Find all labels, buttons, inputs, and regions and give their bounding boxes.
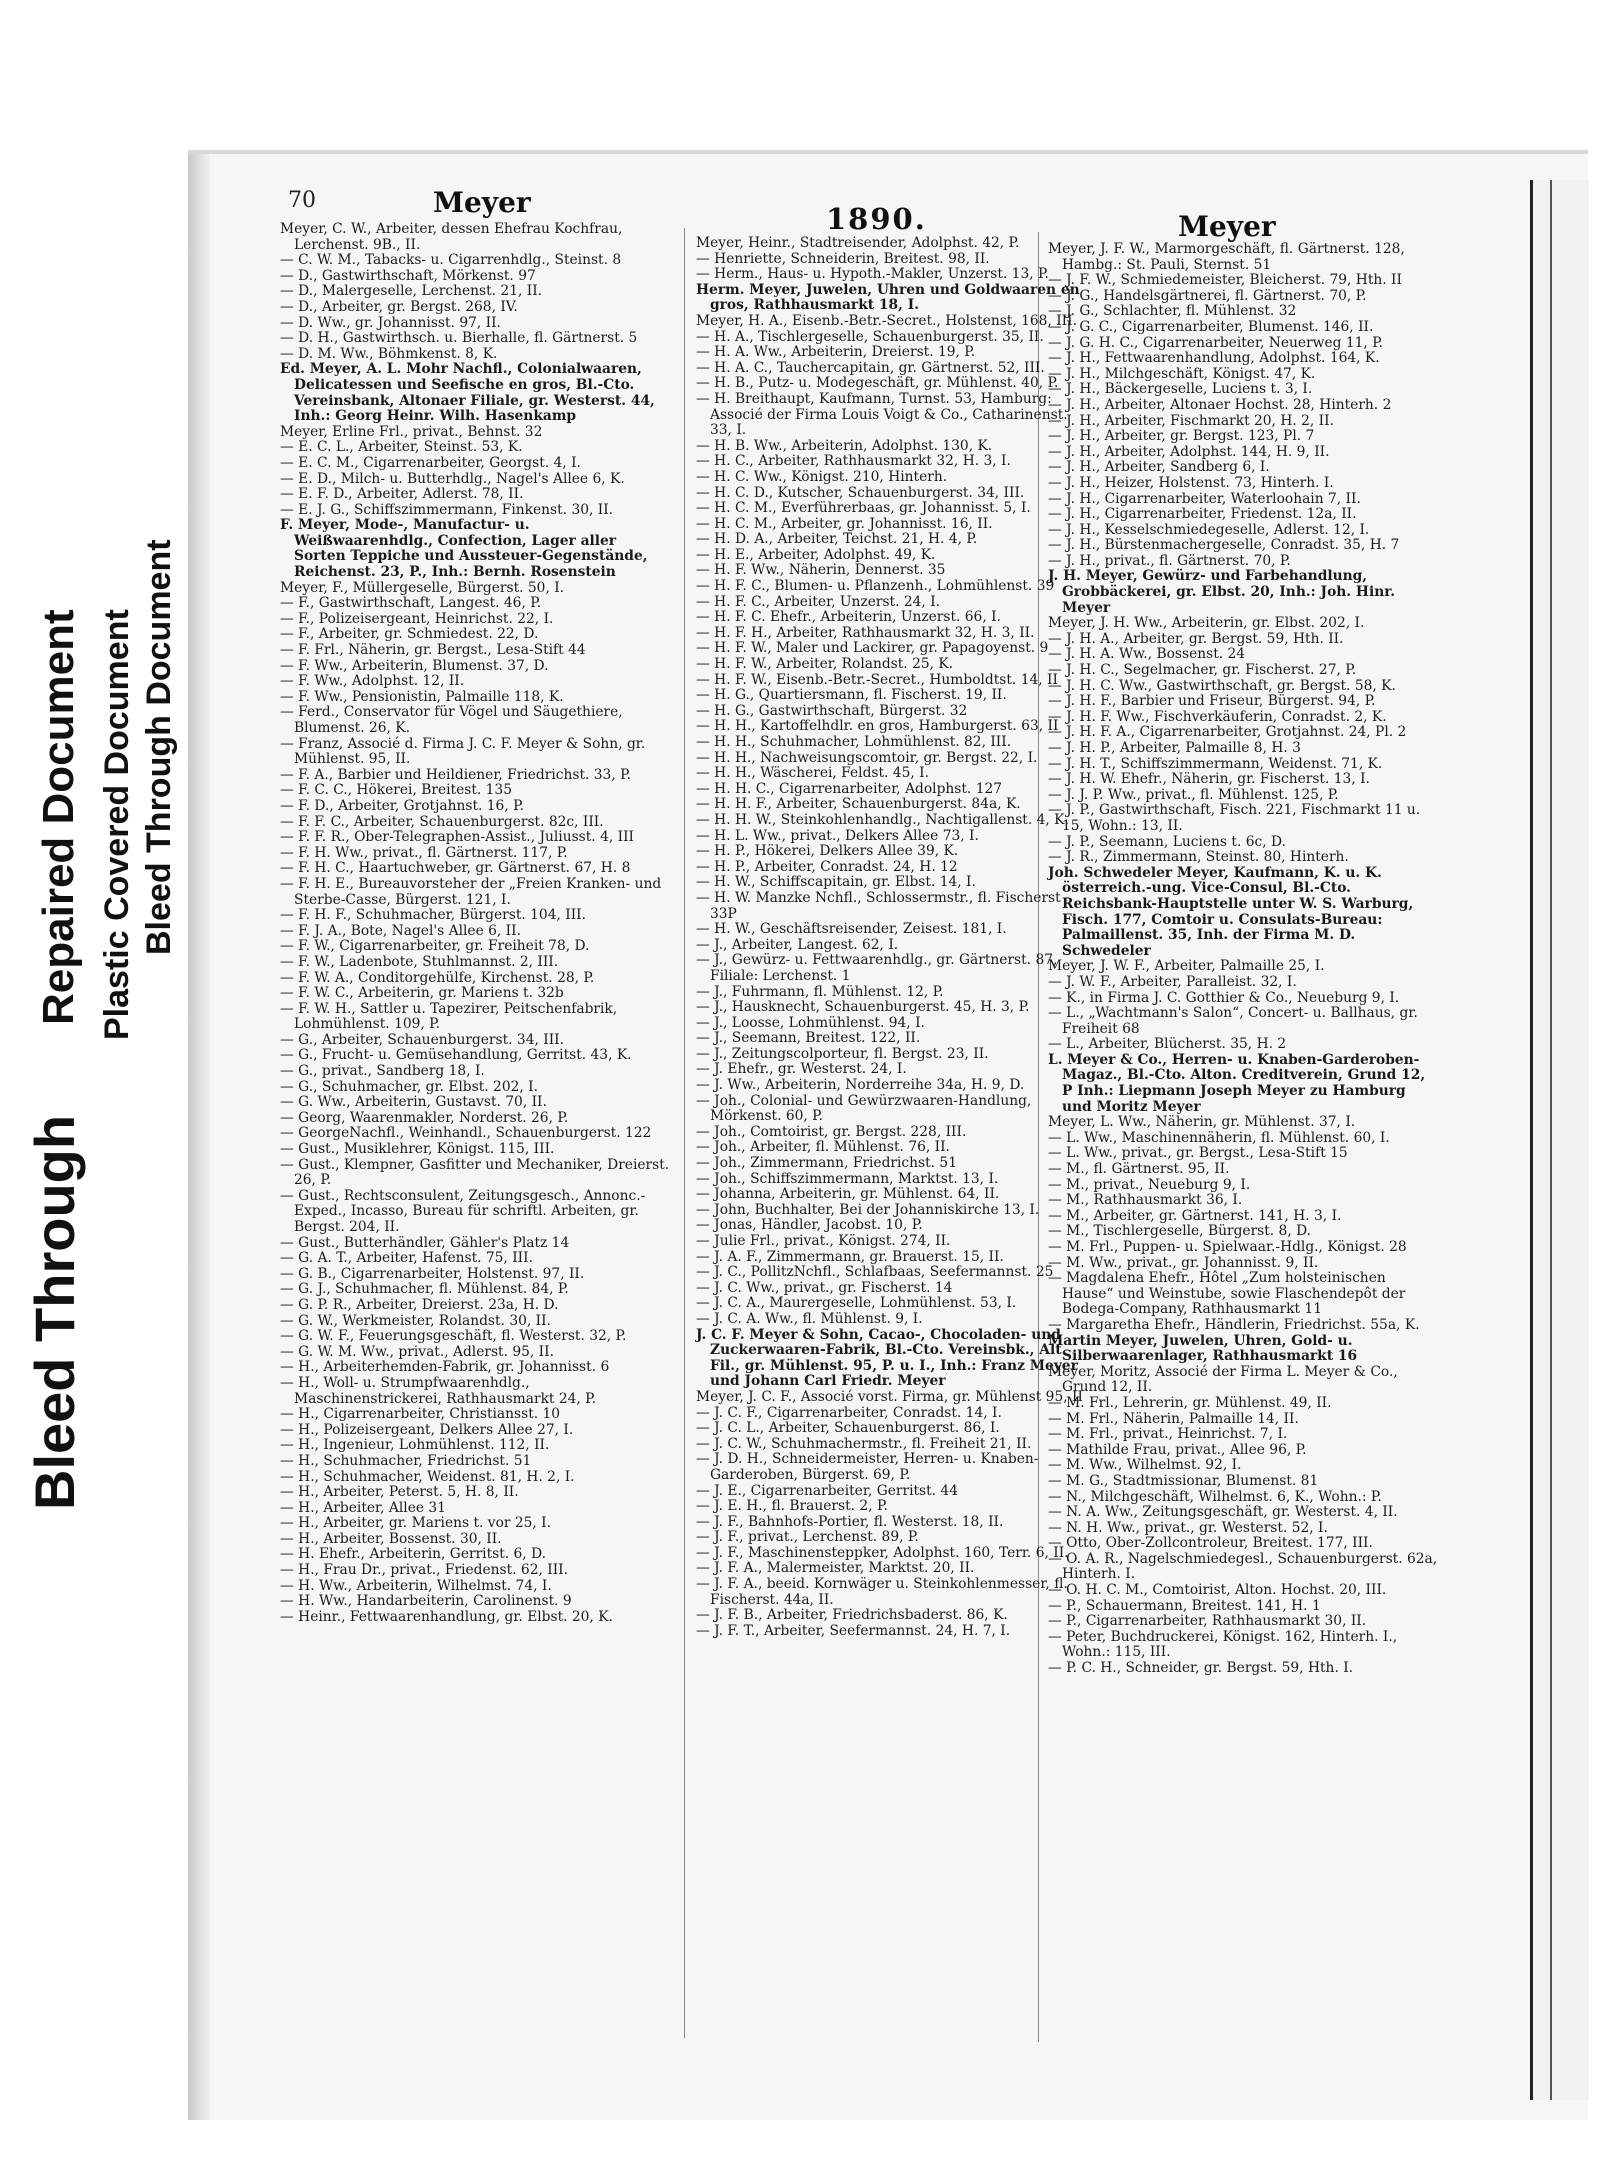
directory-entry: — G., Frucht- u. Gemüsehandlung, Gerritst. 43, K. [280, 1047, 632, 1064]
directory-entry: — M. G., Stadtmissionar, Blumenst. 81 [1048, 1472, 1319, 1489]
directory-entry: — H. C. M., Arbeiter, gr. Johannisst. 16, II. [696, 515, 993, 532]
directory-entry: — H. Breithaupt, Kaufmann, Turnst. 53, Hamburg: Associé der Firma Louis Voigt & Co., Catharinenst. 33, I. [696, 390, 1068, 439]
directory-entry: — H. P., Arbeiter, Conradst. 24, H. 12 [696, 858, 958, 875]
directory-entry: Meyer, J. H. Ww., Arbeiterin, gr. Elbst. 202, I. [1048, 615, 1365, 632]
directory-entry: — H., Arbeiterhemden-Fabrik, gr. Johannisst. 6 [280, 1359, 610, 1376]
directory-entry: — H. H., Schuhmacher, Lohmühlenst. 82, III. [696, 734, 1012, 750]
directory-entry: — H. A. C., Tauchercapitain, gr. Gärtnerst. 52, III. [696, 359, 1045, 376]
directory-entry: — J. H., Arbeiter, Altonaer Hochst. 28, Hinterh. 2 [1048, 396, 1392, 413]
directory-entry: — H. H. W., Steinkohlenhandlg., Nachtigallenst. 4, K. [696, 811, 1069, 828]
directory-entry: — G. B., Cigarrenarbeiter, Holstenst. 97, II. [280, 1265, 585, 1282]
directory-entry: — F. D., Arbeiter, Grotjahnst. 16, P. [280, 797, 524, 814]
directory-entry: — G. Ww., Arbeiterin, Gustavst. 70, II. [280, 1094, 547, 1111]
directory-entry: — H. P., Hökerei, Delkers Allee 39, K. [696, 843, 959, 860]
directory-entry: — M., Rathhausmarkt 36, I. [1048, 1192, 1243, 1209]
directory-entry: — J. H., Milchgeschäft, Königst. 47, K. [1048, 365, 1316, 382]
directory-entry: — H. B., Putz- u. Modegeschäft, gr. Mühlenst. 40, P. [696, 375, 1059, 392]
directory-entry: — J., Gewürz- u. Fettwaarenhdlg., gr. Gärtnerst. 87, Filiale: Lerchenst. 1 [696, 952, 1058, 984]
directory-entry: — Herm., Haus- u. Hypoth.-Makler, Unzerst. 13, P. [696, 266, 1049, 283]
directory-entry: — H. C. Ww., Königst. 210, Hinterh. [696, 468, 948, 485]
directory-entry: — F. H. C., Haartuchweber, gr. Gärtnerst. 67, H. 8 [280, 860, 631, 877]
directory-entry: — J. H. P., Arbeiter, Palmaille 8, H. 3 [1048, 740, 1301, 756]
directory-entry: — J. P., Seemann, Luciens t. 6c, D. [1048, 833, 1286, 850]
directory-entry: — Julie Frl., privat., Königst. 274, II. [696, 1233, 951, 1249]
directory-entry: — J. F. A., Malermeister, Marktst. 20, II. [696, 1560, 975, 1577]
directory-entry: — H. F. W., Arbeiter, Rolandst. 25, K. [696, 656, 954, 673]
bleed-through-document-label: Bleed Through Document [140, 539, 178, 955]
directory-entry: — H., Woll- u. Strumpfwaarenhdlg., Maschinenstrickerei, Rathhausmarkt 24, P. [280, 1374, 597, 1407]
directory-entry: — M., privat., Neueburg 9, I. [1048, 1176, 1251, 1193]
directory-entry: — J., Fuhrmann, fl. Mühlenst. 12, P. [696, 983, 944, 1000]
directory-entry: — M., Arbeiter, gr. Gärtnerst. 141, H. 3, I. [1048, 1207, 1342, 1224]
directory-entry: — J. H. A., Arbeiter, gr. Bergst. 59, Hth. II. [1048, 630, 1344, 647]
directory-entry: — J. A. F., Zimmermann, gr. Brauerst. 15, II. [696, 1248, 1004, 1265]
directory-entry: — F. W., Ladenbote, Stuhlmannst. 2, III. [280, 953, 559, 970]
directory-entry: — J. H., Bürstenmachergeselle, Conradst. 35, H. 7 [1048, 537, 1400, 554]
directory-entry: — J. F., Bahnhofs-Portier, fl. Westerst. 18, II. [696, 1513, 1004, 1530]
directory-entry: — J. H., Arbeiter, Fischmarkt 20, H. 2, II. [1048, 412, 1334, 429]
directory-entry: — Georg, Waarenmakler, Norderst. 26, P. [280, 1109, 569, 1126]
directory-entry: — J. E. H., fl. Brauerst. 2, P. [696, 1498, 888, 1515]
directory-entry: — M., Tischlergeselle, Bürgerst. 8, D. [1048, 1223, 1312, 1240]
directory-entry: — H. A. Ww., Arbeiterin, Dreierst. 19, P. [696, 344, 976, 361]
directory-entry: — P. C. H., Schneider, gr. Bergst. 59, Hth. I. [1048, 1660, 1354, 1677]
directory-entry: — J. H. W. Ehefr., Näherin, gr. Fischerst. 13, I. [1048, 771, 1370, 788]
directory-entry: — J. F., Maschinensteppker, Adolphst. 160, Terr. 6, II. [696, 1544, 1069, 1561]
directory-entry: — F. Ww., Arbeiterin, Blumenst. 37, D. [280, 657, 549, 674]
directory-entry: — J. H., Cigarrenarbeiter, Waterloohain 7, II. [1048, 490, 1361, 507]
directory-entry: — H., Ingenieur, Lohmühlenst. 112, II. [280, 1437, 550, 1454]
directory-entry: — J. Ehefr., gr. Westerst. 24, I. [696, 1061, 907, 1078]
directory-entry: — J. H., Arbeiter, Sandberg 6, I. [1048, 459, 1270, 476]
directory-entry: — H. G., Gastwirthschaft, Bürgerst. 32 [696, 702, 968, 719]
directory-entry: — G. A. T., Arbeiter, Hafenst. 75, III. [280, 1250, 533, 1267]
directory-entry: — C. W. M., Tabacks- u. Cigarrenhdlg., Steinst. 8 [280, 252, 622, 269]
directory-entry: — F. W. A., Conditorgehülfe, Kirchenst. 28, P. [280, 969, 595, 986]
directory-entry: — H. F. W., Eisenb.-Betr.-Secret., Humboldtst. 14, II [696, 671, 1058, 688]
directory-entry: — M. Frl., Lehrerin, gr. Mühlenst. 49, II. [1048, 1394, 1332, 1411]
directory-entry: — H. Ehefr., Arbeiterin, Gerritst. 6, D. [280, 1546, 547, 1563]
directory-entry: — G. J., Schuhmacher, fl. Mühlenst. 84, P. [280, 1281, 569, 1298]
directory-entry: — H., Schuhmacher, Friedrichst. 51 [280, 1452, 532, 1469]
directory-entry: — G. W. M. Ww., privat., Adlerst. 95, II. [280, 1343, 554, 1360]
directory-entry: — L. Ww., privat., gr. Bergst., Lesa-Stift 15 [1048, 1145, 1348, 1162]
directory-entry: — L. Ww., Maschinennäherin, fl. Mühlenst. 60, I. [1048, 1129, 1390, 1146]
directory-entry: — Henriette, Schneiderin, Breitest. 98, II. [696, 250, 990, 267]
directory-entry: J. C. F. Meyer & Sohn, Cacao-, Chocoladen- und Zuckerwaaren-Fabrik, Bl.-Cto. Vereinsbk., Alt. Fil., gr. Mühlenst. 95, P. u. I., Inh.: Franz Meyer und Johann Carl Friedr. Meyer [696, 1326, 1078, 1390]
directory-entry: — J. H., privat., fl. Gärtnerst. 70, P. [1048, 552, 1291, 569]
directory-entry: — J. C. F., Cigarrenarbeiter, Conradst. 14, I. [696, 1404, 1002, 1421]
directory-entry: — Peter, Buchdruckerei, Königst. 162, Hinterh. I., Wohn.: 115, III. [1048, 1628, 1398, 1661]
directory-entry: — J. D. H., Schneidermeister, Herren- u. Knaben-Garderoben, Bürgerst. 69, P. [696, 1451, 1039, 1483]
directory-entry: — J. H., Kesselschmiedegeselle, Adlerst. 12, I. [1048, 521, 1370, 538]
directory-entry: — H. H. C., Cigarrenarbeiter, Adolphst. 127 [696, 780, 1003, 797]
directory-entry: — F. W. H., Sattler u. Tapezirer, Peitschenfabrik, Lohmühlenst. 109, P. [280, 1000, 618, 1033]
directory-entry: Meyer, J. W. F., Arbeiter, Palmaille 25, I. [1048, 958, 1325, 975]
repaired-document-label: Repaired Document [34, 609, 83, 1025]
directory-entry: — H. G., Quartiersmann, fl. Fischerst. 19, II. [696, 687, 1007, 704]
directory-entry: — H. F. C. Ehefr., Arbeiterin, Unzerst. 66, I. [696, 609, 1001, 626]
directory-entry: — F. A., Barbier und Heildiener, Friedrichst. 33, P. [280, 766, 631, 783]
directory-entry: — D., Arbeiter, gr. Bergst. 268, IV. [280, 298, 518, 315]
directory-entry: L. Meyer & Co., Herren- u. Knaben-Garderoben-Magaz., Bl.-Cto. Alton. Creditverein, Grund 12, P Inh.: Liepmann Joseph Meyer zu Hamburg und Moritz Meyer [1048, 1051, 1426, 1115]
directory-entry: J. H. Meyer, Gewürz- und Farbehandlung, Grobbäckerei, gr. Elbst. 20, Inh.: Joh. Hinr. Meyer [1048, 568, 1396, 616]
directory-entry: Joh. Schwedeler Meyer, Kaufmann, K. u. K. österreich.-ung. Vice-Consul, Bl.-Cto. Reichsbank-Hauptstelle unter W. S. Warburg, Fisch. 177, Comtoir u. Consulats-Bureau: Palmaillenst. 35, Inh. der Firma M. D. Schwedeler [1048, 864, 1414, 959]
directory-entry: — J. H. F. Ww., Fischverkäuferin, Conradst. 2, K. [1048, 708, 1387, 725]
directory-entry: — J. R., Zimmermann, Steinst. 80, Hinterh. [1048, 849, 1349, 866]
directory-entry: — H. F. C., Arbeiter, Unzerst. 24, I. [696, 593, 941, 610]
directory-entry: — M. Frl., Puppen- u. Spielwaar.-Hdlg., Königst. 28 [1048, 1239, 1407, 1255]
directory-entry: — E. J. G., Schiffszimmermann, Finkenst. 30, II. [280, 501, 614, 518]
directory-entry: — H., Arbeiter, Peterst. 5, H. 8, II. [280, 1484, 519, 1501]
directory-entry: — J. H. F. A., Cigarrenarbeiter, Grotjahnst. 24, Pl. 2 [1048, 724, 1407, 741]
directory-entry: — N., Milchgeschäft, Wilhelmst. 6, K., Wohn.: P. [1048, 1488, 1382, 1505]
directory-entry: — F. H. E., Bureauvorsteher der „Freien Kranken- und Sterbe-Casse, Bürgerst. 121, I. [280, 875, 662, 908]
directory-entry: Martin Meyer, Juwelen, Uhren, Gold- u. Silberwaarenlager, Rathhausmarkt 16 [1048, 1332, 1358, 1365]
directory-entry: — Heinr., Fettwaarenhandlung, gr. Elbst. 20, K. [280, 1608, 613, 1625]
directory-entry: — J. H., Cigarrenarbeiter, Friedenst. 12a, II. [1048, 506, 1357, 523]
directory-entry: — H. H., Kartoffelhdlr. en gros, Hamburgerst. 63, II [696, 718, 1059, 735]
directory-entry: — J. G., Handelsgärtnerei, fl. Gärtnerst. 70, P. [1048, 287, 1367, 304]
directory-entry: — J. C. L., Arbeiter, Schauenburgerst. 86, I. [696, 1420, 1000, 1437]
directory-entry: — Joh., Arbeiter, fl. Mühlenst. 76, II. [696, 1139, 950, 1156]
directory-entry: — G. W., Werkmeister, Rolandst. 30, II. [280, 1312, 551, 1329]
directory-entry: — Gust., Butterhändler, Gähler's Platz 14 [280, 1234, 570, 1251]
directory-entry: — J. G. H. C., Cigarrenarbeiter, Neuerweg 11, P. [1048, 334, 1384, 351]
directory-entry: — F. Ww., Adolphst. 12, II. [280, 673, 465, 690]
directory-entry: — H., Frau Dr., privat., Friedenst. 62, III. [280, 1562, 568, 1579]
directory-entry: — P., Cigarrenarbeiter, Rathhausmarkt 30, II. [1048, 1613, 1367, 1630]
directory-entry: — H. L. Ww., privat., Delkers Allee 73, I. [696, 827, 979, 844]
directory-entry: — H. W. Manzke Nchfl., Schlossermstr., fl. Fischerst 33P [696, 889, 1061, 922]
directory-entry: Meyer, J. F. W., Marmorgeschäft, fl. Gärtnerst. 128, Hambg.: St. Pauli, Sternst. 51 [1048, 241, 1405, 273]
directory-entry: — N. A. Ww., Zeitungsgeschäft, gr. Westerst. 4, II. [1048, 1504, 1398, 1521]
running-head-right: Meyer [1178, 210, 1276, 243]
page-number: 70 [288, 188, 316, 213]
directory-entry: — H. Ww., Arbeiterin, Wilhelmst. 74, I. [280, 1577, 552, 1594]
directory-entry: — J., Zeitungscolporteur, fl. Bergst. 23, II. [696, 1045, 989, 1062]
directory-entry: — J. G., Schlachter, fl. Mühlenst. 32 [1048, 303, 1297, 320]
directory-entry: — H. H. F., Arbeiter, Schauenburgerst. 84a, K. [696, 796, 1021, 813]
directory-entry: — Joh., Colonial- und Gewürzwaaren-Handlung, Mörkenst. 60, P. [696, 1092, 1032, 1125]
directory-entry: — J., Arbeiter, Langest. 62, I. [696, 936, 899, 953]
scan-top-line [188, 150, 1588, 154]
year-heading: 1890. [826, 202, 927, 236]
directory-entry: — M., fl. Gärtnerst. 95, II. [1048, 1161, 1230, 1178]
directory-entry: Ed. Meyer, A. L. Mohr Nachfl., Colonialwaaren, Delicatessen und Seefische en gros, Bl.-Cto. Vereinsbank, Altonaer Filiale, gr. Westerst. 44, Inh.: Georg Heinr. Wilh. Hasenkamp [280, 361, 655, 425]
directory-entry: — F. W., Cigarrenarbeiter, gr. Freiheit 78, D. [280, 938, 590, 955]
directory-entry: — D. M. Ww., Böhmkenst. 8, K. [280, 345, 498, 362]
directory-entry: — Ferd., Conservator für Vögel und Säugethiere, Blumenst. 26, K. [280, 704, 623, 736]
directory-entry: — J. F. B., Arbeiter, Friedrichsbaderst. 86, K. [696, 1607, 1008, 1624]
directory-entry: — J. H., Arbeiter, Adolphst. 144, H. 9, II. [1048, 443, 1330, 460]
directory-entry: — J. H. C., Segelmacher, gr. Fischerst. 27, P. [1048, 662, 1357, 679]
directory-entry: — H. F. W., Maler und Lackirer, gr. Papagoyenst. 9 [696, 640, 1049, 657]
directory-entry: — J., Hausknecht, Schauenburgerst. 45, H. 3, P. [696, 999, 1030, 1016]
directory-entry: — J. C. A., Maurergeselle, Lohmühlenst. 53, I. [696, 1295, 1017, 1312]
directory-entry: — J. J. P. Ww., privat., fl. Mühlenst. 125, P. [1048, 786, 1339, 803]
directory-entry: — M. Frl., Näherin, Palmaille 14, II. [1048, 1410, 1299, 1427]
directory-entry: — Gust., Rechtsconsulent, Zeitungsgesch., Annonc.-Exped., Incasso, Bureau für schriftl. Arbeiten, gr. Bergst. 204, II. [280, 1187, 646, 1235]
directory-entry: — H. C. D., Kutscher, Schauenburgerst. 34, III. [696, 484, 1025, 501]
directory-entry: — H. E., Arbeiter, Adolphst. 49, K. [696, 546, 936, 563]
directory-entry: — H., Cigarrenarbeiter, Christiansst. 10 [280, 1406, 561, 1423]
directory-entry: — M. Ww., Wilhelmst. 92, I. [1048, 1457, 1242, 1474]
directory-entry: — GeorgeNachfl., Weinhandl., Schauenburgerst. 122 [280, 1125, 652, 1142]
next-page-edge [1530, 180, 1589, 2100]
directory-entry: — H. D. A., Arbeiter, Teichst. 21, H. 4, P. [696, 531, 978, 548]
bleed-through-label: Bleed Through [23, 1114, 86, 1510]
directory-entry: — Franz, Associé d. Firma J. C. F. Meyer & Sohn, gr. Mühlenst. 95, II. [280, 735, 646, 768]
directory-entry: — H. W., Schiffscapitain, gr. Elbst. 14, I. [696, 874, 976, 891]
directory-entry: — F. F. C., Arbeiter, Schauenburgerst. 82c, III. [280, 813, 604, 830]
directory-entry: — J., Loosse, Lohmühlenst. 94, I. [696, 1014, 925, 1031]
directory-entry: — D. H., Gastwirthsch. u. Bierhalle, fl. Gärtnerst. 5 [280, 330, 638, 347]
directory-column-3 [1048, 242, 1440, 1677]
directory-entry: — M. Ww., privat., gr. Johannisst. 9, II. [1048, 1254, 1319, 1271]
margin-labels [0, 0, 190, 2177]
directory-entry: — J. Ww., Arbeiterin, Norderreihe 34a, H. 9, D. [696, 1077, 1025, 1094]
directory-entry: Meyer, J. C. F., Associé vorst. Firma, gr. Mühlenst 95, II [696, 1388, 1083, 1405]
directory-entry: — Johanna, Arbeiterin, gr. Mühlenst. 64, II. [696, 1186, 1000, 1203]
directory-entry: — G. W. F., Feuerungsgeschäft, fl. Westerst. 32, P. [280, 1328, 627, 1345]
directory-entry: — J. F. T., Arbeiter, Seefermannst. 24, H. 7, I. [696, 1622, 1011, 1639]
directory-entry: Meyer, L. Ww., Näherin, gr. Mühlenst. 37, I. [1048, 1114, 1356, 1131]
directory-entry: — M. Frl., privat., Heinrichst. 7, I. [1048, 1426, 1288, 1443]
directory-entry: — H., Arbeiter, gr. Mariens t. vor 25, I. [280, 1515, 552, 1532]
directory-entry: — E. C. M., Cigarrenarbeiter, Georgst. 4, I. [280, 454, 581, 471]
directory-entry: — F., Gastwirthschaft, Langest. 46, P. [280, 595, 542, 612]
directory-entry: — G., privat., Sandberg 18, I. [280, 1063, 485, 1080]
directory-entry: — O. H. C. M., Comtoirist, Alton. Hochst. 20, III. [1048, 1582, 1387, 1599]
next-page-edge-line [1550, 180, 1552, 2100]
directory-entry: — N. H. Ww., privat., gr. Westerst. 52, I. [1048, 1519, 1328, 1536]
directory-entry: — K., in Firma J. C. Gotthier & Co., Neueburg 9, I. [1048, 989, 1400, 1006]
directory-entry: — H. C. M., Everführerbaas, gr. Johannisst. 5, I. [696, 500, 1031, 517]
directory-entry: — F. J. A., Bote, Nagel's Allee 6, II. [280, 922, 521, 939]
directory-entry: — Magdalena Ehefr., Hôtel „Zum holsteinischen Hause“ und Weinstube, sowie Flaschendepôt der Bodega-Company, Rathhausmarkt 11 [1048, 1270, 1406, 1318]
directory-entry: — J. H. T., Schiffszimmermann, Weidenst. 71, K. [1048, 755, 1383, 772]
directory-entry: — H. Ww., Handarbeiterin, Carolinenst. 9 [280, 1593, 572, 1610]
directory-entry: — Joh., Schiffszimmermann, Marktst. 13, I. [696, 1170, 999, 1187]
directory-entry: — H. H., Wäscherei, Feldst. 45, I. [696, 765, 929, 782]
directory-entry: — J. H., Arbeiter, gr. Bergst. 123, Pl. 7 [1048, 428, 1315, 445]
directory-entry: Meyer, Moritz, Associé der Firma L. Meyer & Co., Grund 12, II. [1048, 1363, 1398, 1396]
directory-entry: — G. P. R., Arbeiter, Dreierst. 23a, H. D. [280, 1296, 559, 1313]
directory-entry: — F. Frl., Näherin, gr. Bergst., Lesa-Stift 44 [280, 642, 586, 659]
directory-entry: — L., „Wachtmann's Salon“, Concert- u. Ballhaus, gr. Freiheit 68 [1048, 1005, 1418, 1037]
directory-entry: — Joh., Comtoirist, gr. Bergst. 228, III. [696, 1123, 967, 1140]
directory-entry: — H. A., Tischlergeselle, Schauenburgerst. 35, II. [696, 328, 1044, 345]
directory-entry: — J. H. F., Barbier und Friseur, Bürgerst. 94, P. [1048, 693, 1376, 710]
directory-entry: — D., Gastwirthschaft, Mörkenst. 97 [280, 267, 536, 284]
directory-entry: — J. E., Cigarrenarbeiter, Gerritst. 44 [696, 1482, 958, 1499]
directory-entry: — J. P., Gastwirthschaft, Fisch. 221, Fischmarkt 11 u. 15, Wohn.: 13, II. [1048, 802, 1421, 834]
directory-entry: — Gust., Musiklehrer, Königst. 115, III. [280, 1141, 555, 1158]
directory-entry: — H. H., Nachweisungscomtoir, gr. Bergst. 22, I. [696, 749, 1038, 766]
directory-entry: Meyer, Heinr., Stadtreisender, Adolphst. 42, P. [696, 235, 1020, 251]
directory-entry: — F., Arbeiter, gr. Schmiedest. 22, D. [280, 626, 539, 643]
directory-entry: — H., Arbeiter, Bossenst. 30, II. [280, 1530, 502, 1547]
directory-entry: — J. C. W., Schuhmachermstr., fl. Freiheit 21, II. [696, 1435, 1032, 1452]
directory-entry: — J. H. C. Ww., Gastwirthschaft, gr. Bergst. 58, K. [1048, 677, 1396, 694]
directory-entry: — H. F. Ww., Näherin, Dennerst. 35 [696, 562, 946, 579]
directory-entry: — Otto, Ober-Zollcontroleur, Breitest. 177, III. [1048, 1535, 1373, 1552]
directory-entry: — F. H. F., Schuhmacher, Bürgerst. 104, III. [280, 907, 586, 924]
directory-entry: — F. F. R., Ober-Telegraphen-Assist., Juliusst. 4, III [280, 829, 634, 846]
scanned-page [188, 150, 1588, 2120]
directory-entry: — J. F. A., beeid. Kornwäger u. Steinkohlenmesser, fl. Fischerst. 44a, II. [696, 1576, 1068, 1608]
plastic-covered-label: Plastic Covered Document [98, 609, 136, 1040]
directory-entry: — Jonas, Händler, Jacobst. 10, P. [696, 1217, 923, 1234]
directory-entry: — H. F. C., Blumen- u. Pflanzenh., Lohmühlenst. 39 [696, 578, 1055, 595]
directory-entry: — F. W. C., Arbeiterin, gr. Mariens t. 32b [280, 985, 564, 1002]
directory-entry: — D. Ww., gr. Johannisst. 97, II. [280, 314, 501, 331]
directory-entry: — O. A. R., Nagelschmiedegesl., Schauenburgerst. 62a, Hinterh. I. [1048, 1550, 1438, 1583]
directory-entry: — H. B. Ww., Arbeiterin, Adolphst. 130, K. [696, 437, 993, 454]
directory-entry: — D., Malergeselle, Lerchenst. 21, II. [280, 283, 543, 300]
directory-entry: F. Meyer, Mode-, Manufactur- u. Weißwaarenhdlg., Confection, Lager aller Sorten Teppiche und Aussteuer-Gegenstände, Reichenst. 23, P., Inh.: Bernh. Rosenstein [280, 517, 648, 581]
directory-entry: — F. C. C., Hökerei, Breitest. 135 [280, 782, 512, 799]
directory-entry: — J. C., PollitzNchfl., Schlafbaas, Seefermannst. 25 [696, 1264, 1054, 1281]
directory-entry: Meyer, Erline Frl., privat., Behnst. 32 [280, 423, 543, 440]
directory-entry: — J. G. C., Cigarrenarbeiter, Blumenst. 146, II. [1048, 318, 1374, 335]
directory-entry: — F. H. Ww., privat., fl. Gärtnerst. 117, P. [280, 844, 568, 861]
directory-entry: — Mathilde Frau, privat., Allee 96, P. [1048, 1441, 1307, 1458]
directory-entry: — H. F. H., Arbeiter, Rathhausmarkt 32, H. 3, II. [696, 624, 1035, 641]
scan-shadow [188, 150, 210, 2120]
directory-entry: — J. F., privat., Lerchenst. 89, P. [696, 1529, 919, 1546]
directory-entry: — J., Seemann, Breitest. 122, II. [696, 1030, 921, 1047]
directory-entry: Herm. Meyer, Juwelen, Uhren und Goldwaaren en gros, Rathhausmarkt 18, I. [696, 281, 1080, 314]
directory-entry: — P., Schauermann, Breitest. 141, H. 1 [1048, 1597, 1321, 1614]
running-head-left: Meyer [433, 186, 531, 219]
directory-entry: — H., Polizeisergeant, Delkers Allee 27, I. [280, 1421, 574, 1438]
directory-entry: — J. W. F., Arbeiter, Paralleist. 32, I. [1048, 973, 1297, 990]
directory-entry: — H., Arbeiter, Allee 31 [280, 1499, 446, 1516]
directory-entry: Meyer, C. W., Arbeiter, dessen Ehefrau Kochfrau, Lerchenst. 9B., II. [280, 221, 623, 253]
directory-entry: — G., Arbeiter, Schauenburgerst. 34, III. [280, 1031, 564, 1048]
directory-entry: — E. F. D., Arbeiter, Adlerst. 78, II. [280, 486, 524, 503]
directory-entry: — J. H. A. Ww., Bossenst. 24 [1048, 646, 1246, 663]
directory-entry: — J. F. W., Schmiedemeister, Bleicherst. 79, Hth. II [1048, 272, 1402, 289]
column-rule-1 [684, 228, 685, 2038]
directory-entry: — J. H., Fettwaarenhandlung, Adolphst. 164, K. [1048, 350, 1380, 367]
directory-entry: — J. C. A. Ww., fl. Mühlenst. 9, I. [696, 1310, 923, 1327]
directory-entry: Meyer, H. A., Eisenb.-Betr.-Secret., Holstenst, 168, III. [696, 312, 1077, 329]
directory-entry: — H. W., Geschäftsreisender, Zeisest. 181, I. [696, 921, 1007, 938]
directory-entry: — John, Buchhalter, Bei der Johanniskirche 13, I. [696, 1201, 1040, 1218]
directory-entry: — E. C. L., Arbeiter, Steinst. 53, K. [280, 439, 523, 456]
directory-entry: — E. D., Milch- u. Butterhdlg., Nagel's Allee 6, K. [280, 470, 625, 487]
directory-entry: Meyer, F., Müllergeselle, Bürgerst. 50, I. [280, 579, 565, 596]
directory-entry: — Margaretha Ehefr., Händlerin, Friedrichst. 55a, K. [1048, 1316, 1420, 1333]
directory-entry: — L., Arbeiter, Blücherst. 35, H. 2 [1048, 1036, 1287, 1053]
directory-entry: — H., Schuhmacher, Weidenst. 81, H. 2, I. [280, 1468, 575, 1485]
directory-entry: — F. Ww., Pensionistin, Palmaille 118, K. [280, 688, 564, 705]
directory-column-1 [280, 222, 672, 1625]
directory-entry: — Gust., Klempner, Gasfitter und Mechaniker, Dreierst. 26, P. [280, 1156, 670, 1189]
directory-entry: — J. C. Ww., privat., gr. Fischerst. 14 [696, 1279, 953, 1296]
directory-entry: — G., Schuhmacher, gr. Elbst. 202, I. [280, 1078, 538, 1095]
directory-entry: — Joh., Zimmermann, Friedrichst. 51 [696, 1155, 957, 1172]
directory-column-2 [696, 236, 1088, 1639]
directory-entry: — H. C., Arbeiter, Rathhausmarkt 32, H. 3, I. [696, 453, 1011, 470]
directory-entry: — J. H., Heizer, Holstenst. 73, Hinterh. I. [1048, 474, 1334, 491]
directory-entry: — J. H., Bäckergeselle, Luciens t. 3, I. [1048, 381, 1313, 398]
directory-entry: — F., Polizeisergeant, Heinrichst. 22, I. [280, 610, 554, 627]
